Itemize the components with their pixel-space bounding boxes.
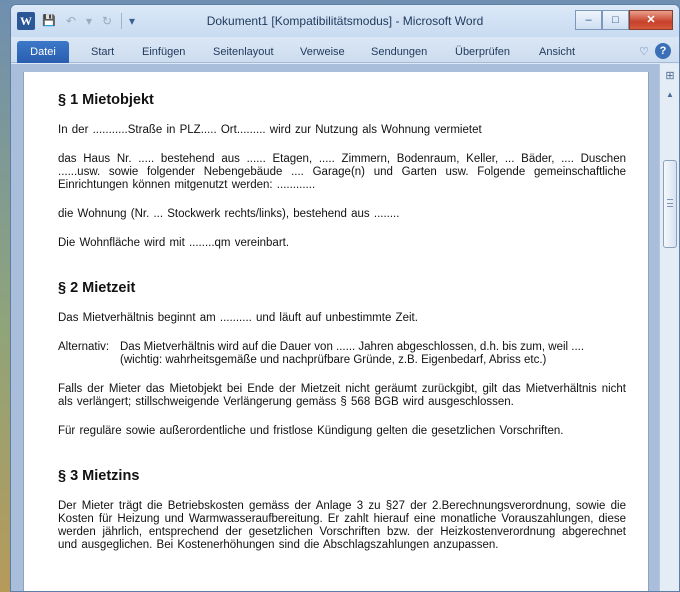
tab-einfuegen[interactable]: Einfügen — [142, 46, 186, 58]
customize-qat-icon[interactable]: ▾ — [128, 14, 136, 28]
section-1-heading: § 1 Mietobjekt — [58, 92, 154, 108]
title-bar — [11, 5, 679, 37]
undo-icon[interactable]: ↶ — [65, 14, 77, 28]
save-icon[interactable]: 💾 — [42, 15, 56, 27]
redo-icon[interactable]: ↻ — [101, 14, 113, 28]
scroll-up-arrow-icon[interactable]: ▲ — [666, 90, 674, 99]
section-1-paragraph-4: Die Wohnfläche wird mit ........qm vereinbart. — [58, 237, 290, 249]
close-button[interactable]: ✕ — [629, 10, 673, 30]
help-icon[interactable]: ? — [655, 43, 671, 59]
scroll-thumb[interactable] — [663, 160, 677, 248]
section-3-paragraph-1: Der Mieter trägt die Betriebskosten gemäss der Anlage 3 zu §27 der 2.Berechnungsverordnung, sowie die Kosten für Heizung und Warmwasseraufbereitung. Er zahlt hierauf eine monatliche Vorauszahlungen, diese werden jährlich, entsprechend der gesetzlichen Vorschriften bzw. der Heizkostenverordnung abgerechnet und ausgeglichen. Bei Kostenerhöhungen sind die Abschlagszahlungen anzupassen. — [58, 500, 626, 551]
minimize-ribbon-icon[interactable]: ♡ — [639, 45, 649, 58]
tab-sendungen[interactable]: Sendungen — [371, 46, 428, 58]
tab-seitenlayout[interactable]: Seitenlayout — [213, 46, 274, 58]
section-2-paragraph-3: Für reguläre sowie außerordentliche und fristlose Kündigung gelten die gesetzlichen Vorschriften. — [58, 425, 564, 437]
section-2-heading: § 2 Mietzeit — [58, 280, 136, 296]
ribbon-tabs — [11, 37, 679, 63]
section-2-paragraph-1: Das Mietverhältnis beginnt am .......... und läuft auf unbestimmte Zeit. — [58, 312, 418, 324]
view-ruler-icon[interactable]: ⊞ — [665, 70, 675, 82]
ribbon-right-icons — [639, 43, 671, 59]
alternative-text: Das Mietverhältnis wird auf die Dauer von ...... Jahren abgeschlossen, d.h. bis zum, weil .... (wichtig: wahrheitsgemäße und nachprüfbare Gründe, z.B. Eigenbedarf, Abriss etc.) — [120, 341, 585, 366]
maximize-button[interactable]: □ — [602, 10, 629, 30]
window-controls — [575, 10, 673, 30]
document-page[interactable] — [23, 72, 649, 592]
tab-datei[interactable]: Datei — [17, 41, 69, 63]
scroll-grip-icon — [667, 199, 673, 207]
document-workspace — [11, 64, 661, 591]
section-1-paragraph-1: In der ...........Straße in PLZ..... Ort......... wird zur Nutzung als Wohnung vermietet — [58, 124, 482, 136]
vertical-scrollbar[interactable] — [659, 64, 679, 591]
window-title: Dokument1 [Kompatibilitätsmodus] - Microsoft Word — [206, 14, 484, 28]
section-1-paragraph-2: das Haus Nr. ..... bestehend aus ...... Etagen, ..... Zimmern, Bodenraum, Keller, ... Bäder, .... Duschen ......usw. sowie folgender Nebengebäude .... Garage(n) und Garten usw. Folgende gemeinschaftliche Einrichtungen können mitgenutzt werden: ............ — [58, 153, 626, 191]
document-content — [58, 92, 626, 568]
tab-start[interactable]: Start — [91, 46, 115, 58]
word-icon[interactable]: W — [17, 12, 35, 30]
undo-menu-icon[interactable]: ▾ — [85, 14, 93, 28]
section-1-paragraph-3: die Wohnung (Nr. ... Stockwerk rechts/links), bestehend aus ........ — [58, 208, 400, 220]
section-2-paragraph-2: Falls der Mieter das Mietobjekt bei Ende der Mietzeit nicht geräumt zurückgibt, gilt das Mietverhältnis nicht als verlängert; stillschweigende Verlängerung gemäss § 568 BGB wird ausgeschlossen. — [58, 383, 626, 408]
tab-ansicht[interactable]: Ansicht — [539, 46, 576, 58]
alternative-label: Alternativ: — [58, 341, 110, 353]
tab-verweise[interactable]: Verweise — [300, 46, 345, 58]
word-window — [10, 4, 680, 592]
minimize-button[interactable]: – — [575, 10, 602, 30]
section-3-heading: § 3 Mietzins — [58, 468, 140, 484]
section-2-alternative — [58, 341, 626, 367]
tab-ueberpruefen[interactable]: Überprüfen — [455, 46, 511, 58]
